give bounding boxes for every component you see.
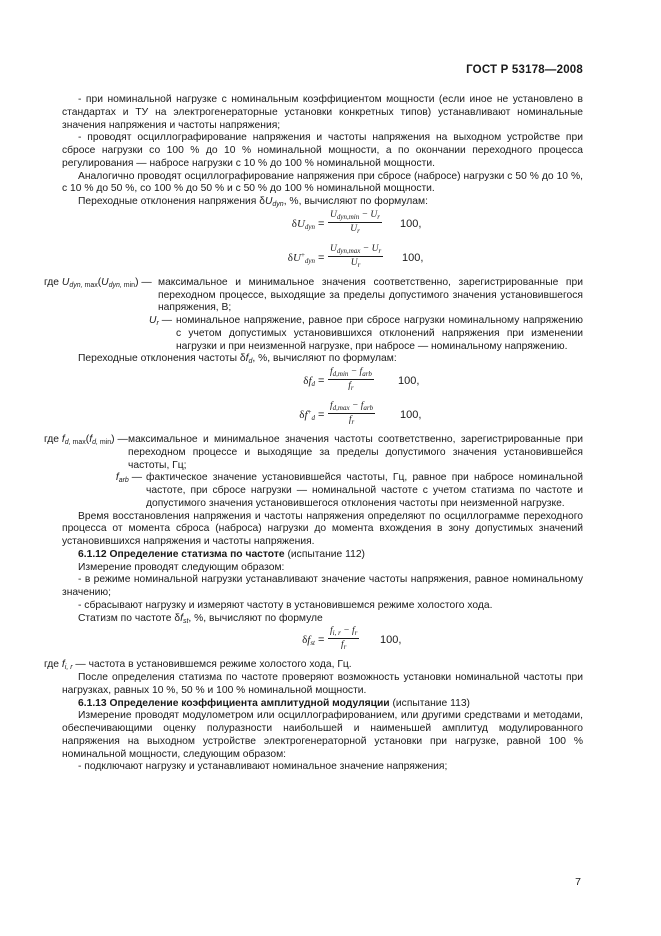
- formula-fd-plus: $\delta f^+_d$ = $f_{d,max} - f_{arb}$ $f_r$ 100,: [299, 401, 422, 426]
- paragraph: - подключают нагрузку и устанавливают номинальное значение напряжения;: [78, 761, 448, 773]
- paragraph: После определения статизма по частоте проверяют возможность установки номинальной частоты при нагрузках, равных 10 %, 50 % и 100 % номинальной мощности.: [62, 672, 583, 696]
- definition: где $U_{dyn, max}(U_{dyn, min})$ — максимальное и минимальное значения соответственно, зарегистрированные при переходном процессе, выходящие за пределы допустимого значения установившегося напряжения, В;: [44, 276, 583, 314]
- section-heading: 6.1.12 Определение статизма по частоте (испытание 112): [78, 548, 365, 560]
- definition: $U_r$ — номинальное напряжение, равное при сбросе нагрузки номинальному напряжению с учетом допустимых установившихся отклонений напряжения при изменении нагрузки и при неизменной нагрузке, при набросе — номинальному напряжению.: [149, 315, 583, 352]
- paragraph: - сбрасывают нагрузку и измеряют частоту в установившемся режиме холостого хода.: [78, 599, 493, 611]
- paragraph: Измерение проводят модулометром или осциллографированием, или другими средствами и методами, обеспечивающими оценку полуразности наибольшей и наименьшей амплитуд модулированного напряжения на выходном устройстве электрогенераторной установки при нагрузке, равной 100 % номинальной мощности, следующим образом:: [62, 710, 583, 760]
- paragraph: - при номинальной нагрузке с номинальным коэффициентом мощности (если иное не установлено в стандартах и ТУ на электрогенераторные установки конкретных типов) устанавливают номинальные значения напряжения и частоты напряжения;: [62, 94, 583, 131]
- page-number: 7: [575, 876, 581, 888]
- paragraph: - в режиме номинальной нагрузки устанавливают значение частоты напряжения, равное номинальному значению;: [62, 574, 583, 598]
- formula-udyn-minus: $\delta U_{dyn}$ = $U_{dyn,min} - U_r$ $U_r$ 100,: [291, 209, 422, 235]
- paragraph: Время восстановления напряжения и частоты напряжения определяют по осциллограмме переходного процесса от момента сброса (наброса) нагрузки до момента вхождения в зону допустимых значений установившихся напряжения и частоты напряжения.: [62, 510, 583, 547]
- formula-udyn-plus: $\delta U^+_{dyn}$ = $U_{dyn,max} - U_r$ $U_r$ 100,: [287, 243, 424, 269]
- paragraph: Переходные отклонения напряжения $\delta U_{dyn}$, %, вычисляют по формулам:: [78, 196, 428, 208]
- document-body: [44, 94, 583, 774]
- formula-fd-minus: $\delta f_d$ = $f_{d,min} - f_{arb}$ $f_r$ 100,: [303, 367, 420, 392]
- paragraph: Статизм по частоте $\delta f_{st}$, %, вычисляют по формуле: [78, 612, 323, 625]
- section-heading: 6.1.13 Определение коэффициента амплитудной модуляции (испытание 113): [78, 697, 470, 709]
- standard-header: ГОСТ Р 53178—2008: [466, 64, 583, 76]
- definition: где $f_{i, r}$ — частота в установившемся режиме холостого хода, Гц.: [44, 659, 352, 672]
- paragraph: Переходные отклонения частоты $\delta f_d$, %, вычисляют по формулам:: [78, 353, 397, 366]
- definition: где $f_{d, max}(f_{d, min})$ — максимальное и минимальное значения частоты соответственно, зарегистрированные при переходном процессе и выходящие за пределы допустимого значения установившейся частоты, Гц;: [44, 434, 583, 471]
- paragraph: - проводят осциллографирование напряжения и частоты напряжения на выходном устройстве при сбросе нагрузки со 100 % до 10 % номинальной мощности, а по окончании переходного процесса регулирования — набросе нагрузки с 10 % до 100 % номинальной мощности.: [62, 132, 583, 169]
- paragraph: Аналогично проводят осциллографирование напряжения при сбросе (набросе) нагрузки с 50 % до 10 %, с 10 % до 50 %, со 100 % до 50 % и с 50 % до 100 % номинальной мощности.: [62, 170, 583, 195]
- formula-fst: $\delta f_{st}$ = $\frac{f_{i, r} - f_r}{f_r}$ 100,: [302, 626, 402, 652]
- paragraph: Измерение проводят следующим образом:: [78, 561, 285, 573]
- definition: $f_{arb}$ — фактическое значение установившейся частоты, Гц, равное при набросе номинальной частоте, при сбросе нагрузки — номинальной частоте с учетом статизма по частоте и допустимого значения установившегося отклонения частоты при неизменной нагрузке.: [115, 472, 583, 509]
